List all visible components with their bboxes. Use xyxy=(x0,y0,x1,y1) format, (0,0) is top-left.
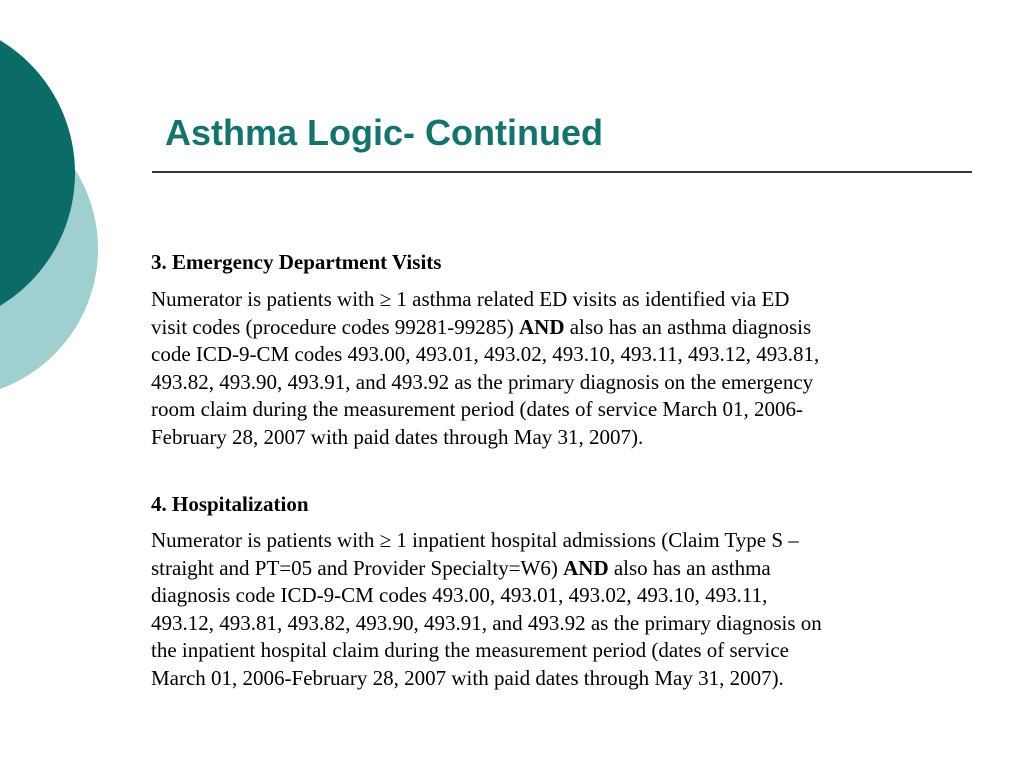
paragraph-line: February 28, 2007 with paid dates through May 31, 2007). xyxy=(151,424,644,449)
paragraph-line: Numerator is patients with ≥ 1 inpatient hospital admissions (Claim Type S – xyxy=(151,528,799,552)
title-divider xyxy=(152,171,972,173)
section-paragraph-emergency-department-visits xyxy=(151,286,986,451)
section-paragraph-hospitalization xyxy=(151,527,986,692)
paragraph-line: visit codes (procedure codes 99281-99285) AND also has an asthma diagnosis xyxy=(151,314,812,339)
slide-title: Asthma Logic- Continued xyxy=(165,112,603,153)
paragraph-line: the inpatient hospital claim during the measurement period (dates of service xyxy=(151,638,789,662)
and-emphasis: AND xyxy=(563,555,609,580)
paragraph-line: room claim during the measurement period (dates of service March 01, 2006- xyxy=(151,397,803,421)
paragraph-line: March 01, 2006-February 28, 2007 with paid dates through May 31, 2007). xyxy=(151,665,784,690)
and-emphasis: AND xyxy=(518,314,565,339)
paragraph-line: code ICD-9-CM codes 493.00, 493.01, 493.02, 493.10, 493.11, 493.12, 493.81, xyxy=(151,342,820,366)
paragraph-line: 493.12, 493.81, 493.82, 493.90, 493.91, and 493.92 as the primary diagnosis on xyxy=(151,610,822,635)
section-heading-hospitalization: 4. Hospitalization xyxy=(151,492,309,516)
section-heading-emergency-department-visits: 3. Emergency Department Visits xyxy=(151,250,442,274)
paragraph-line: 493.82, 493.90, 493.91, and 493.92 as the primary diagnosis on the emergency xyxy=(151,369,814,394)
paragraph-line: Numerator is patients with ≥ 1 asthma related ED visits as identified via ED xyxy=(151,287,790,311)
paragraph-line: diagnosis code ICD-9-CM codes 493.00, 493.01, 493.02, 493.10, 493.11, xyxy=(151,583,768,607)
paragraph-line: straight and PT=05 and Provider Specialty=W6) AND also has an asthma xyxy=(151,555,771,580)
